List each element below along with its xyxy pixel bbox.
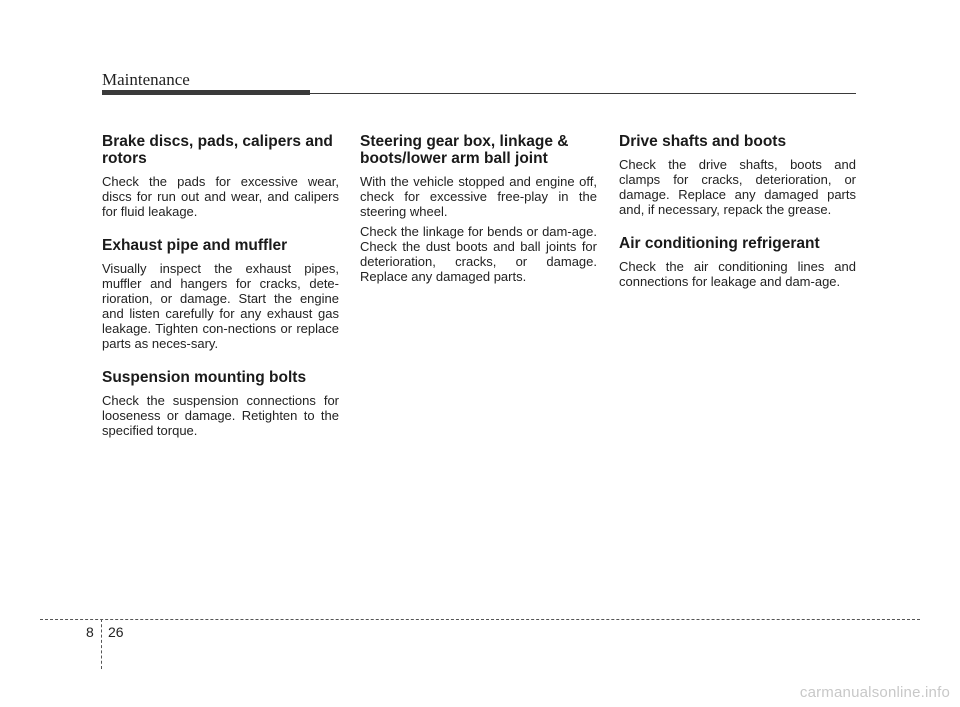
section-drive-shafts [619,133,856,217]
section-title: Exhaust pipe and muffler [102,237,288,254]
section-paragraph: With the vehicle stopped and engine off, check for excessive free-play in the steering wheel. [360,174,597,219]
content-column-2 [360,133,597,302]
section-paragraph: Check the linkage for bends or dam-age. Check the dust boots and ball joints for deterioration, cracks, or damage. Replace any damaged parts. [360,224,597,284]
section-exhaust-pipe [102,237,339,351]
header-rule-thick [102,90,310,95]
footer-vertical-dashed-rule [101,619,102,669]
section-paragraph: Check the air conditioning lines and connections for leakage and dam-age. [619,259,856,289]
section-air-conditioning [619,235,856,289]
content-column-1 [102,133,339,456]
chapter-number: 8 [86,624,94,640]
section-title: Steering gear box, linkage & boots/lower arm ball joint [360,133,569,167]
watermark-text: carmanualsonline.info [799,684,950,701]
section-paragraph: Check the drive shafts, boots and clamps for cracks, deterioration, or damage. Replace any damaged parts and, if necessary, repack the grease. [619,157,856,217]
footer-dashed-rule [40,619,920,620]
section-title: Drive shafts and boots [619,133,787,150]
section-paragraph: Visually inspect the exhaust pipes, muffler and hangers for cracks, dete-rioration, or damage. Start the engine and listen carefully for any exhaust gas leakage. Tighten con-nections or replace parts as neces-sary. [102,261,339,351]
section-title: Air conditioning refrigerant [619,235,820,252]
section-title: Brake discs, pads, calipers and rotors [102,133,333,167]
section-title: Suspension mounting bolts [102,369,307,386]
page-header-title: Maintenance [102,70,190,89]
section-suspension-bolts [102,369,339,438]
section-steering-gear [360,133,597,284]
page-number: 26 [108,624,124,640]
header-rule-thin [310,93,856,94]
section-brake-discs [102,133,339,219]
section-paragraph: Check the suspension connections for looseness or damage. Retighten to the specified torque. [102,393,339,438]
content-column-3 [619,133,856,307]
section-paragraph: Check the pads for excessive wear, discs for run out and wear, and calipers for fluid leakage. [102,174,339,219]
